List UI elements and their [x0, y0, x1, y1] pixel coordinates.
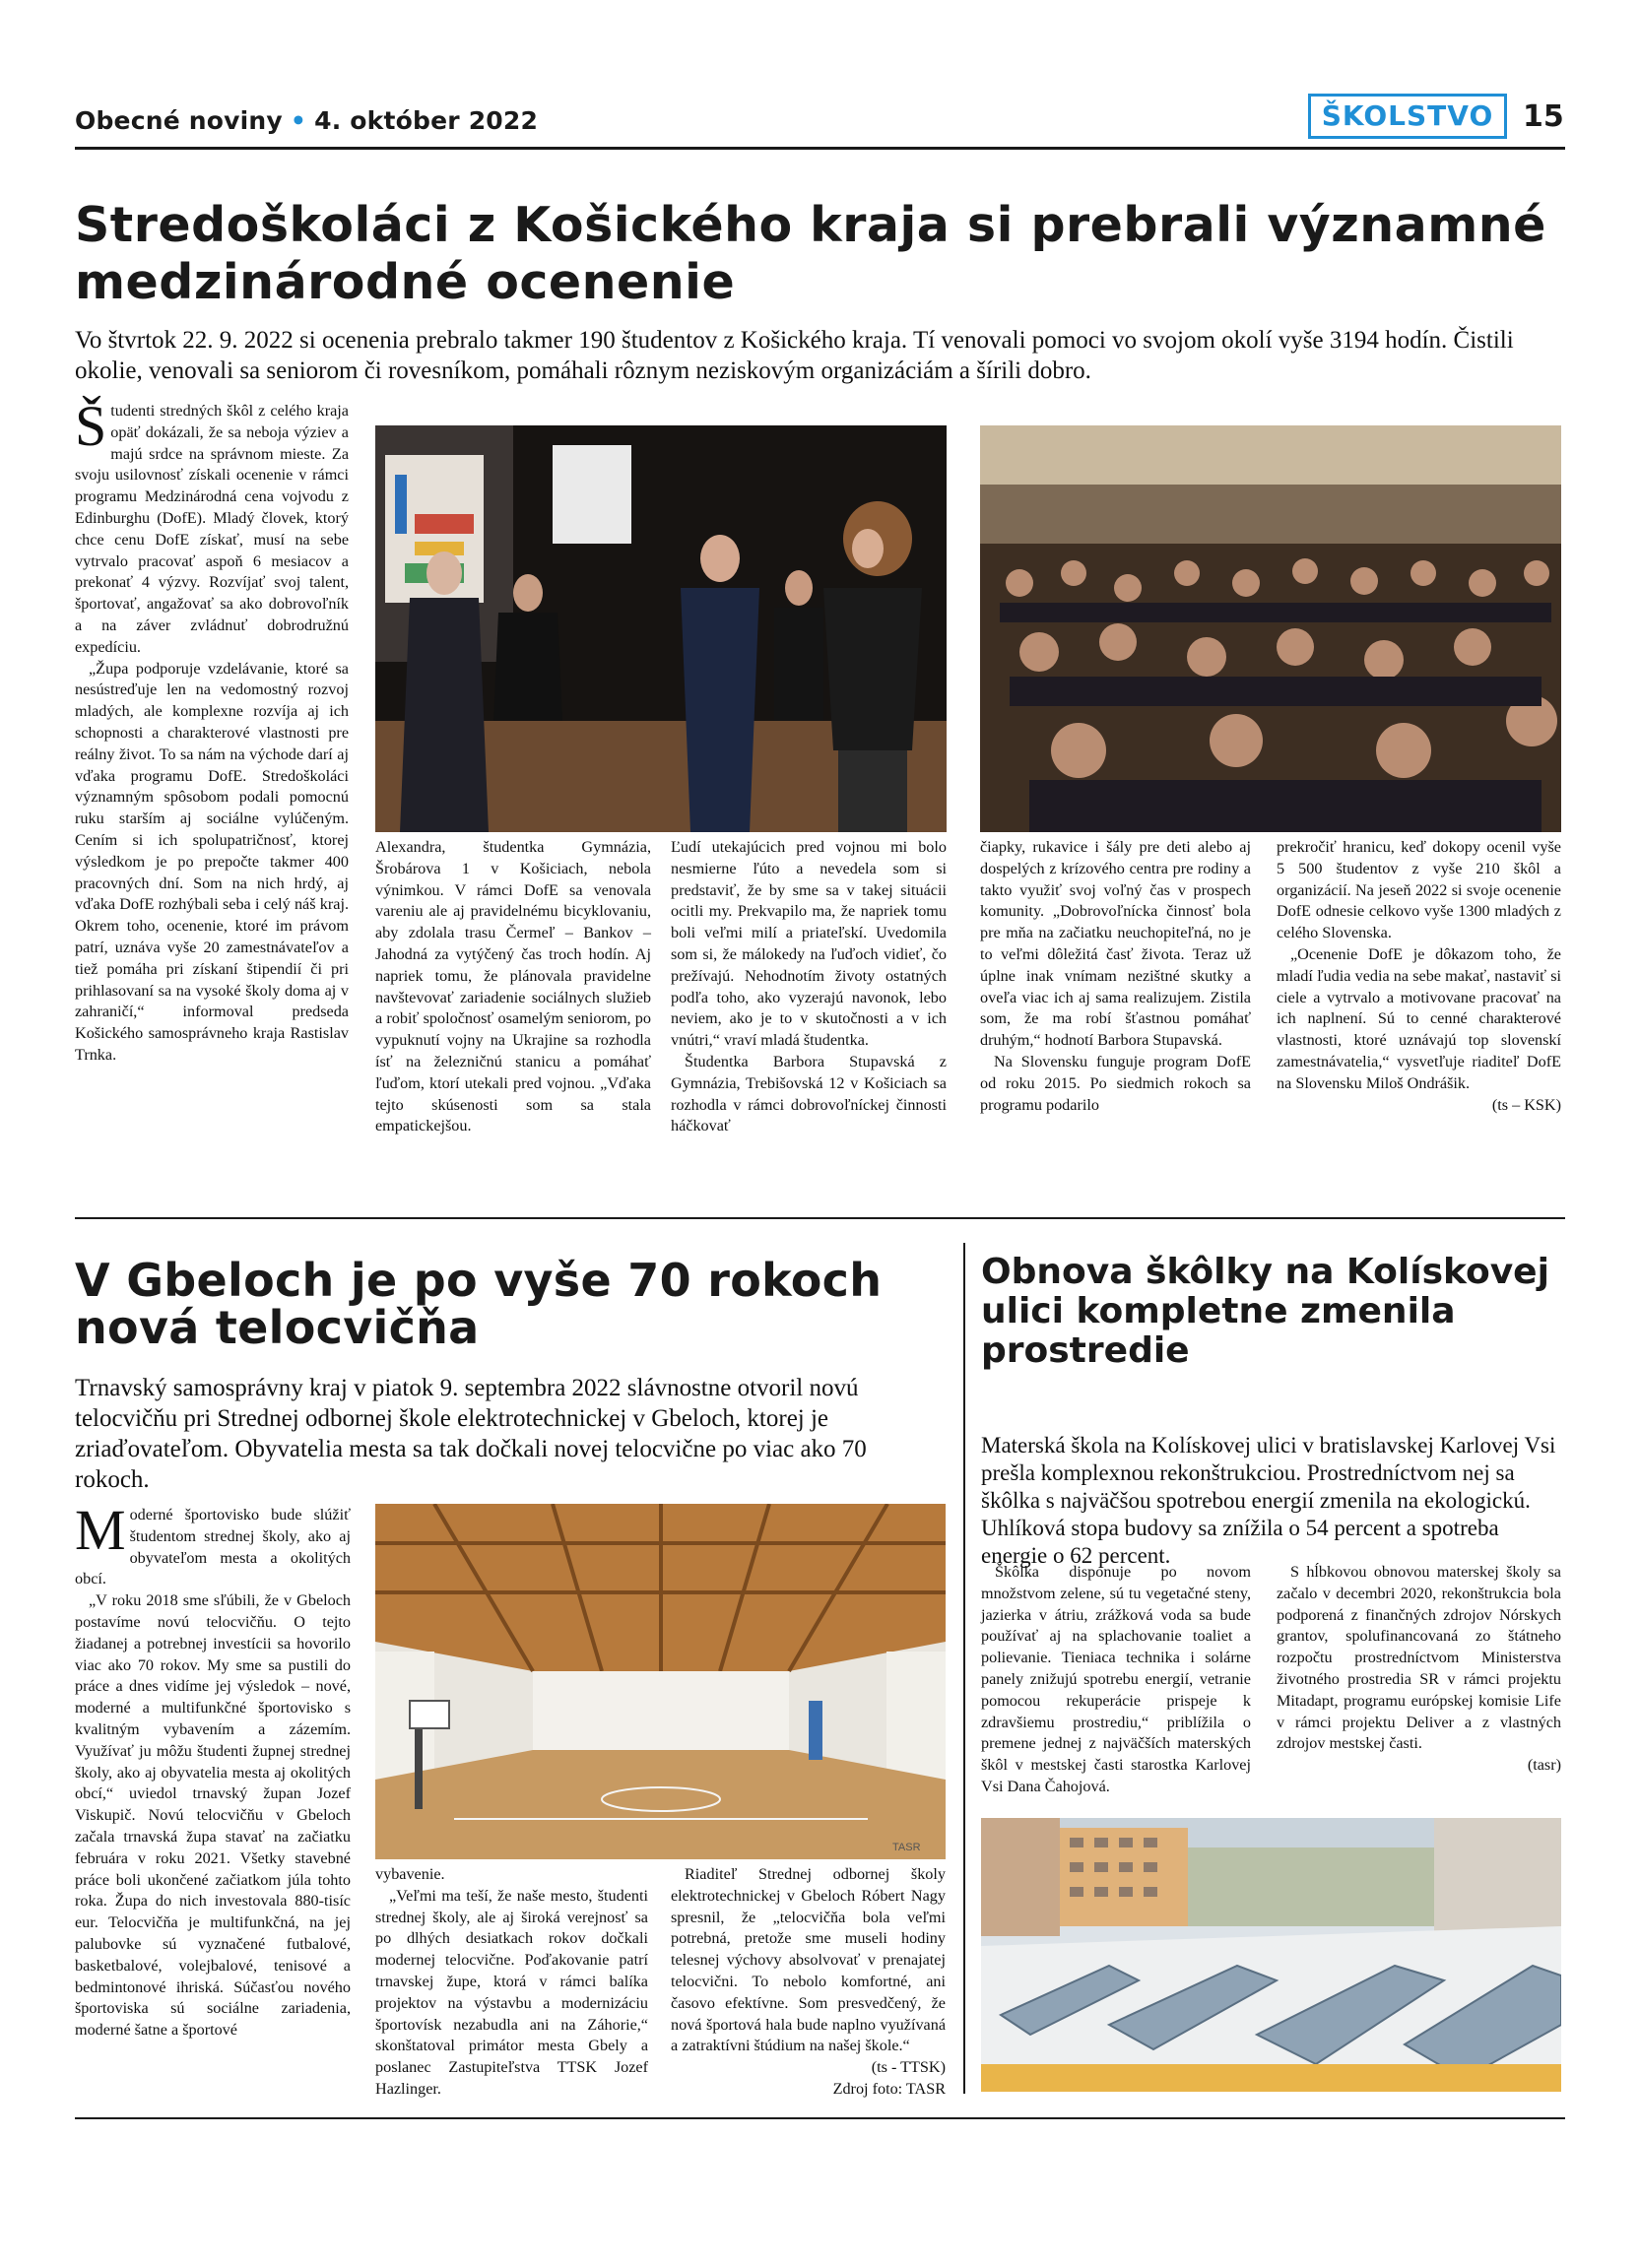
footer-rule	[75, 2117, 1565, 2119]
article1-lead: Vo štvrtok 22. 9. 2022 si ocenenia prebralo takmer 190 študentov z Košického kraja. Tí venovali pomoci vo svojom okolí vyše 3194 hodín. Čistili okolie, venovali sa seniorom či rovesníkom, pomáhali rôznym neziskovým organizáciám a šírili dobro.	[75, 327, 1514, 384]
auditorium-students-photo	[980, 425, 1561, 832]
article1-col1	[75, 394, 349, 1067]
article2-col3	[671, 1864, 946, 2101]
article3-col1	[981, 1562, 1251, 1798]
article2-signature: (ts - TTSK)	[871, 2058, 946, 2077]
photo-watermark: TASR	[892, 1842, 921, 1853]
article1-col3-p2: Študentka Barbora Stupavská z Gymnázia, Trebišovská 12 v Košiciach sa rozhodla v rámci dobrovoľníckej činnosti háčkovať	[671, 1052, 947, 1135]
article2-col2	[375, 1864, 648, 2101]
article1-col4-p1: čiapky, rukavice i šály pre deti alebo aj dospelých z krízového centra pre rodiny a takto využiť svoj voľný čas v prospech komunity. „Dobrovoľnícka činnosť bola pre mňa na začiatku neuchopiteľná, no je to veľmi dôležitá časť života. Teraz už úplne inak vnímam nezištné skutky a oveľa viac ich aj sama realizujem. Zistila som, že ma robí šťastnou pomáhať druhým,“ hodnotí Barbora Stupavská.	[980, 838, 1251, 1050]
page-number: 15	[1523, 99, 1564, 134]
paper-name: Obecné noviny	[75, 106, 283, 135]
article2-col1	[75, 1498, 351, 2041]
article1-col4-p2: Na Slovensku funguje program DofE od roku 2015. Po siedmich rokoch sa programu podarilo	[980, 1052, 1251, 1114]
article3-col1-p1: Škôlka disponuje po novom množstvom zelene, sú tu vegetačné steny, jazierka v átriu, zrážková voda sa bude používať aj na splachovanie toaliet a polievanie. Tieniaca technika i solárne panely znižujú spotrebu energií, vetranie pomocou rekuperácie prispeje k zdravšiemu prostrediu,“ priblížila o premene jednej z najväčších materských škôl v mestskej časti starostka Karlovej Vsi Dana Čahojová.	[981, 1563, 1251, 1795]
kindergarten-roof-solar-photo	[981, 1818, 1561, 2092]
article3-col2	[1277, 1562, 1561, 1777]
article2-col2-p1: vybavenie.	[375, 1865, 445, 1883]
article3-lead: Materská škola na Kolískovej ulici v bratislavskej Karlovej Vsi prešla komplexnou rekonštrukciou. Prostredníctvom nej sa škôlka s najväčšou spotrebou energií zmenila na ekologickú. Uhlíková stopa budovy sa znížila o 54 percent a spotreba energie o 62 percent.	[981, 1433, 1556, 1568]
issue-date: 4. október 2022	[314, 106, 539, 135]
article3-title: Obnova škôlky na Kolískovej ulici kompletne zmenila prostredie	[981, 1252, 1549, 1371]
drop-cap: Š	[75, 394, 107, 458]
column-divider	[963, 1243, 965, 2094]
article2-col1-p1: oderné športovisko bude slúžiť študentom strednej školy, ako aj obyvateľom mesta a okolitých obcí.	[75, 1506, 351, 1588]
section-badge: ŠKOLSTVO	[1308, 94, 1507, 139]
article1-col2	[375, 837, 651, 1137]
article2-lead: Trnavský samosprávny kraj v piatok 9. septembra 2022 slávnostne otvoril novú telocvičňu pri Strednej odbornej škole elektrotechnickej v Gbeloch, ktorej je zriaďovateľom. Obyvatelia mesta sa tak dočkali novej telocvične po viac ako 70 rokoch.	[75, 1375, 867, 1493]
header-rule	[75, 147, 1565, 150]
blue-dot-icon: •	[290, 106, 307, 135]
article1-col4	[980, 837, 1251, 1116]
article1-col5-p1: prekročiť hranicu, keď dokopy ocenil vyše 5 500 študentov z vyše 210 škôl a organizácií. Na jeseň 2022 si svoje ocenenie DofE odnesie celkovo vyše 1300 mladých z celého Slovenska.	[1277, 838, 1561, 942]
article1-col5	[1277, 837, 1561, 1116]
article2-col1-p2: „V roku 2018 sme sľúbili, že v Gbeloch postavíme novú telocvičňu. O tejto žiadanej a potrebnej investícii sa hovorilo viac ako 70 rokov. My sme sa pustili do práce a dnes vidíme jej výsledok – nové, moderné a multifunkčné športovisko s kvalitným vybavením a zázemím. Využívať ju môžu študenti župnej strednej školy, ako aj obyvatelia mesta aj okolitých obcí,“ uviedol trnavský župan Jozef Viskupič. Novú telocvičňu v Gbeloch začala trnavská župa stavať na začiatku februára v roku 2021. Všetky stavebné práce boli ukončené začiatkom júla tohto roka. Župa do nich investovala 880-tisíc eur. Telocvičňa je multifunkčná, na jej palubovke sú vyznačené futbalové, basketbalové, volejbalové, tenisové a bedmintonové ihriská. Súčasťou nového športoviska sú sociálne zariadenia, moderné šatne a športové	[75, 1591, 351, 2040]
article1-col1-p2: „Župa podporuje vzdelávanie, ktoré sa nesústreďuje len na vedomostný rozvoj mladých, ale komplexne rozvíja aj ich schopnosti a charakterové vlastnosti pre reálny život. To sa nám na východe darí aj vďaka programu DofE. Stredoškoláci významným spôsobom podali pomocnú ruku starším aj sociálne vylúčeným. Cením si ich spolupatričnosť, ktorej výsledkom je po prepočte takmer 400 pracovných dní. Som na nich hrdý, aj vďaka DofE rozhýbali seba i celý náš kraj. Okrem toho, ocenenie, ktoré im právom patrí, uznáva vyše 20 zamestnávateľov a tiež pomáha pri získaní štipendií či pri prihlasovaní sa na vysoké školy doma aj v zahraničí,“ informoval predseda Košického samosprávneho kraja Rastislav Trnka.	[75, 659, 349, 1064]
article1-col2-p1: Alexandra, študentka Gymnázia, Šrobárova 1 v Košiciach, nebola výnimkou. V rámci DofE sa venovala vareniu ale aj pravidelnému bicyklovaniu, aby zdolala trasu Čermeľ – Bankov – Jahodná za vytýčený čas troch hodín. Aj napriek tomu, že plánovala pravidelne navštevovať zariadenie sociálnych služieb a robiť spoločnosť osamelým seniorom, po vypuknutí vojny na Ukrajine sa rozhodla ísť na železničnú stanicu a pomáhať ľuďom, ktorí utekali pred vojnou. „Vďaka tejto skúsenosti som sa stala empatickejšou.	[375, 838, 651, 1135]
article1-signature: (ts – KSK)	[1491, 1095, 1561, 1114]
article2-title: V Gbeloch je po vyše 70 rokoch nová telocvičňa	[75, 1254, 883, 1354]
gym-interior-photo	[375, 1504, 946, 1859]
award-ceremony-photo	[375, 425, 947, 832]
article3-col2-p1: S hĺbkovou obnovou materskej školy sa začalo v decembri 2020, rekonštrukcia bola podporená z finančných zdrojov Nórskych grantov, spolufinancovaná zo štátneho rozpočtu prostredníctvom Ministerstva životného prostredia SR v rámci projektu Mitadapt, programu európskej komisie Life v rámci projektu Deliver a z vlastných zdrojov mestskej časti.	[1277, 1563, 1561, 1753]
article1-col5-p2: „Ocenenie DofE je dôkazom toho, že mladí ľudia vedia na sebe makať, nastaviť si ciele a vytrvalo a motivovane pracovať na ich naplnení. Sú to cenné charakterové vlastnosti, ktoré uznávajú top slovenskí zamestnávatelia,“ vysvetľuje riaditeľ DofE na Slovensku Miloš Ondrášik.	[1277, 944, 1561, 1092]
section-rule	[75, 1217, 1565, 1219]
article1-col3-p1: Ľudí utekajúcich pred vojnou mi bolo nesmierne ľúto a nevedela som si predstaviť, že by sme sa v takej situácii ocitli my. Prekvapilo ma, že napriek tomu boli veľmi milí a priateľskí. Uvedomila som si, že málokedy na ľuďoch vidieť, čo prežívajú. Nehodnotím životy ostatných podľa toho, ako vyzerajú navonok, lebo neviem, ako je to v skutočnosti a v ich vnútri,“ vraví mladá študentka.	[671, 838, 947, 1050]
article1-col1-p1: tudenti stredných škôl z celého kraja opäť dokázali, že sa neboja výziev a majú srdce na správnom mieste. Za svoju usilovnosť získali ocenenie v rámci programu Medzinárodná cena vojvodu z Edinburghu (DofE). Mladý človek, ktorý chce cenu DofE získať, musí na sebe vytrvalo pracovať aspoň 6 mesiacov a prekonať 4 výzvy. Rozvíjať svoj talent, športovať, angažovať sa ako dobrovoľník a na záver zvládnuť dobrodružnú expedíciu.	[75, 402, 349, 656]
article1-col3	[671, 837, 947, 1137]
article1-title: Stredoškoláci z Košického kraja si prebrali významné medzinárodné ocenenie	[75, 197, 1546, 310]
masthead	[75, 106, 538, 135]
article2-col2-p2: „Veľmi ma teší, že naše mesto, študenti strednej školy, ale aj široká verejnosť sa po dlhých desiatkach rokov dočkali modernej telocvične. Poďakovanie patrí trnavskej župe, ktorá v rámci balíka projektov na výstavbu a modernizáciu športovísk nezabudla ani na Záhorie,“ skonštatoval primátor mesta Gbely a poslanec Zastupiteľstva TTSK Jozef Hazlinger.	[375, 1886, 648, 2098]
article2-col3-p1: Riaditeľ Strednej odbornej školy elektrotechnickej v Gbeloch Róbert Nagy spresnil, že „telocvičňa bola veľmi potrebná, pretože sme museli hodiny telesnej výchovy absolvovať v prenajatej telocvični. To nebolo komfortné, ani časovo efektívne. Som presvedčený, že nová športová hala bude naplno využívaná a zatraktívni štúdium na našej škole.“	[671, 1865, 946, 2055]
article3-signature: (tasr)	[1527, 1756, 1561, 1775]
photo-credit: Zdroj foto: TASR	[832, 2079, 946, 2098]
drop-cap: M	[75, 1498, 126, 1562]
